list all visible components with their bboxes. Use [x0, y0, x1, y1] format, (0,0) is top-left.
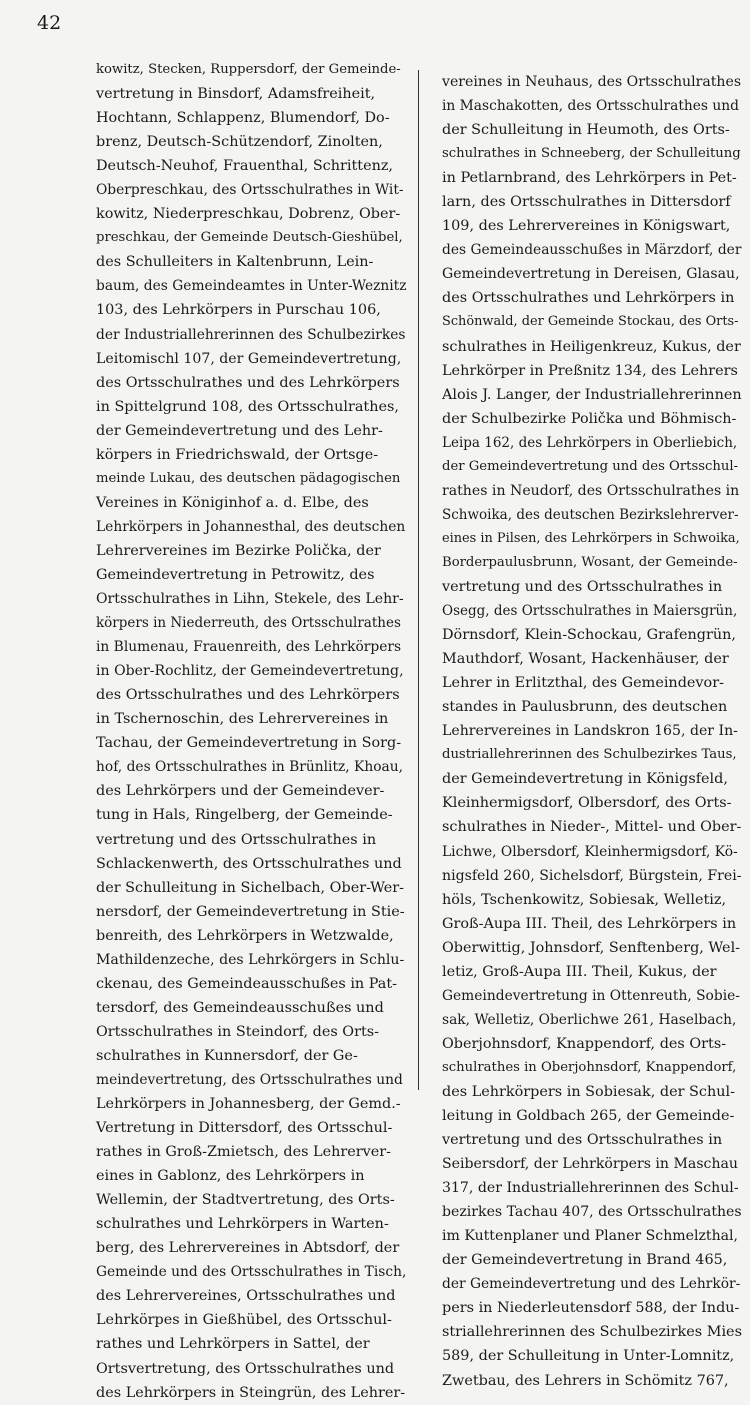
text-line: in Spittelgrund 108, des Ortsschulrathes,	[96, 398, 399, 415]
text-line: Hochtann, Schlappenz, Blumendorf, Do-	[96, 110, 390, 127]
text-line: vertretung und des Ortsschulrathes in	[96, 831, 377, 848]
text-line: tersdorf, des Gemeindeausschußes und	[96, 999, 384, 1016]
text-line: Schönwald, der Gemeinde Stockau, des Orts-	[442, 314, 739, 330]
text-line: 109, des Lehrervereines in Königswart,	[442, 218, 731, 235]
text-line: Deutsch-Neuhof, Frauenthal, Schrittenz,	[96, 158, 394, 175]
text-line: des Ortsschulrathes und Lehrkörpers in	[442, 290, 735, 307]
text-line: Lehrervereines im Bezirke Polička, der	[96, 542, 381, 559]
text-line: schulrathes in Nieder-, Mittel- und Ober-	[442, 819, 742, 836]
text-line: des Lehrkörpers in Steingrün, des Lehrer-	[96, 1384, 406, 1401]
text-line: tung in Hals, Ringelberg, der Gemeinde-	[96, 807, 393, 824]
text-line: der Schulleitung in Heumoth, des Orts-	[442, 122, 730, 139]
text-line: Gemeinde und des Ortsschulrathes in Tisch,	[96, 1264, 407, 1281]
text-line: schulrathes in Oberjohnsdorf, Knappendorf,	[442, 1059, 737, 1075]
text-line: rathes in Neudorf, des Ortsschulrathes in	[442, 482, 740, 499]
text-line: kowitz, Niederpreschkau, Dobrenz, Ober-	[96, 206, 401, 223]
text-line: Gemeindevertretung in Ottenreuth, Sobie-	[442, 987, 740, 1004]
text-line: in Petlarnbrand, des Lehrkörpers in Pet-	[442, 170, 737, 187]
right-column	[442, 70, 742, 1389]
text-line: Lehrervereines in Landskron 165, der In-	[442, 723, 738, 740]
text-line: in Tschernoschin, des Lehrervereines in	[96, 711, 389, 728]
text-line: der Gemeindevertretung in Brand 465,	[442, 1252, 728, 1269]
text-line: vereines in Neuhaus, des Ortsschulrathes	[442, 74, 742, 90]
column-divider	[418, 70, 419, 1090]
text-line: Gemeindevertretung in Dereisen, Glasau,	[442, 266, 740, 283]
text-line: kowitz, Stecken, Ruppersdorf, der Gemeinde-	[96, 62, 401, 77]
text-line: Oberjohnsdorf, Knappendorf, des Orts-	[442, 1035, 727, 1052]
text-line: Lehrkörper in Preßnitz 134, des Lehrers	[442, 362, 738, 379]
text-line: dustriallehrerinnen des Schulbezirkes Taus,	[442, 747, 737, 763]
text-line: Vertretung in Dittersdorf, des Ortsschul-	[96, 1120, 393, 1137]
text-line: Lehrkörpes in Gießhübel, des Ortsschul-	[96, 1312, 392, 1329]
text-line: der Gemeindevertretung und des Ortsschul-	[442, 458, 739, 474]
text-line: im Kuttenplaner und Planer Schmelzthal,	[442, 1228, 739, 1245]
text-line: schulrathes in Kunnersdorf, der Ge-	[96, 1047, 358, 1064]
text-line: höls, Tschenkowitz, Sobiesak, Welletiz,	[442, 891, 727, 908]
text-line: Seibersdorf, der Lehrkörpers in Maschau	[442, 1156, 739, 1173]
text-line: striallehrerinnen des Schulbezirkes Mies	[442, 1324, 742, 1341]
text-line: Ortsschulrathes in Steindorf, des Orts-	[96, 1023, 379, 1040]
page-number: 42	[37, 12, 62, 34]
text-line: des Lehrervereines, Ortsschulrathes und	[96, 1288, 396, 1305]
text-line: Tachau, der Gemeindevertretung in Sorg-	[96, 735, 402, 752]
text-line: des Gemeindeausschußes in Märzdorf, der	[442, 242, 742, 259]
text-line: pers in Niederleutensdorf 588, der Indu-	[442, 1300, 740, 1317]
text-line: Ortsschulrathes in Lihn, Stekele, des Lehr-	[96, 591, 404, 608]
text-line: Oberwittig, Johnsdorf, Senftenberg, Wel-	[442, 939, 741, 956]
text-line: Oberpreschkau, des Ortsschulrathes in Wit-	[96, 182, 404, 199]
text-line: Kleinhermigsdorf, Olbersdorf, des Orts-	[442, 795, 732, 812]
text-line: vertretung und des Ortsschulrathes in	[442, 1132, 723, 1149]
text-line: in Maschakotten, des Ortsschulrathes und	[442, 98, 740, 115]
text-line: 103, des Lehrkörpers in Purschau 106,	[96, 302, 381, 319]
text-line: körpers in Niederreuth, des Ortsschulrathes	[96, 615, 401, 632]
text-line: Borderpaulusbrunn, Wosant, der Gemeinde-	[442, 554, 738, 570]
text-line: Wellemin, der Stadtvertretung, des Orts-	[96, 1192, 395, 1209]
text-line: in Blumenau, Frauenreith, des Lehrkörpers	[96, 639, 402, 656]
text-line: Lehrkörpers in Johannesthal, des deutschen	[96, 518, 406, 535]
text-line: schulrathes in Heiligenkreuz, Kukus, der	[442, 338, 741, 355]
text-line: meindevertretung, des Ortsschulrathes und	[96, 1071, 403, 1088]
text-line: bezirkes Tachau 407, des Ortsschulrathes	[442, 1204, 742, 1221]
left-column	[96, 58, 407, 1401]
text-line: 589, der Schulleitung in Unter-Lomnitz,	[442, 1348, 735, 1365]
text-line: meinde Lukau, des deutschen pädagogischen	[96, 470, 401, 486]
text-line: des Lehrkörpers in Sobiesak, der Schul-	[442, 1083, 735, 1100]
text-line: Leitomischl 107, der Gemeindevertretung,	[96, 350, 402, 367]
text-line: preschkau, der Gemeinde Deutsch-Gieshübel,	[96, 230, 403, 246]
text-line: 317, der Industriallehrerinnen des Schul-	[442, 1180, 739, 1197]
text-line: Ortsvertretung, des Ortsschulrathes und	[96, 1360, 395, 1377]
text-line: letiz, Groß-Aupa III. Theil, Kukus, der	[442, 963, 717, 980]
text-line: Lehrer in Erlitzthal, des Gemeindevor-	[442, 675, 724, 692]
text-line: der Gemeindevertretung in Königsfeld,	[442, 771, 728, 788]
text-line: körpers in Friedrichswald, der Ortsge-	[96, 446, 379, 463]
text-line: des Schulleiters in Kaltenbrunn, Lein-	[96, 254, 374, 271]
text-line: Lehrkörpers in Johannesberg, der Gemd.-	[96, 1096, 401, 1113]
text-line: standes in Paulusbrunn, des deutschen	[442, 699, 728, 716]
text-line: der Gemeindevertretung und des Lehrkör-	[442, 1276, 741, 1293]
text-line: eines in Gablonz, des Lehrkörpers in	[96, 1168, 365, 1185]
text-line: schulrathes in Schneeberg, der Schulleitung	[442, 146, 741, 162]
text-line: leitung in Goldbach 265, der Gemeinde-	[442, 1108, 735, 1125]
text-line: des Lehrkörpers und der Gemeindever-	[96, 783, 385, 800]
text-line: nigsfeld 260, Sichelsdorf, Bürgstein, Frei-	[442, 867, 742, 884]
text-line: in Ober-Rochlitz, der Gemeindevertretung,	[96, 663, 404, 680]
text-line: benreith, des Lehrkörpers in Wetzwalde,	[96, 927, 394, 944]
text-line: des Ortsschulrathes und des Lehrkörpers	[96, 687, 400, 704]
text-line: des Ortsschulrathes und des Lehrkörpers	[96, 374, 400, 391]
text-line: rathes in Groß-Zmietsch, des Lehrerver-	[96, 1144, 392, 1161]
text-line: Vereines in Königinhof a. d. Elbe, des	[96, 494, 369, 511]
text-line: larn, des Ortsschulrathes in Dittersdorf	[442, 194, 731, 211]
text-line: vertretung und des Ortsschulrathes in	[442, 578, 723, 595]
text-line: Alois J. Langer, der Industriallehrerinnen	[442, 386, 742, 403]
text-line: Groß-Aupa III. Theil, des Lehrkörpers in	[442, 915, 737, 932]
text-line: berg, des Lehrervereines in Abtsdorf, der	[96, 1240, 400, 1257]
text-line: baum, des Gemeindeamtes in Unter-Weznitz	[96, 278, 407, 295]
text-line: sak, Welletiz, Oberlichwe 261, Haselbach,	[442, 1011, 737, 1028]
text-line: der Gemeindevertretung und des Lehr-	[96, 422, 383, 439]
text-line: Mathildenzeche, des Lehrkörgers in Schlu-	[96, 951, 405, 968]
text-line: der Schulleitung in Sichelbach, Ober-Wer-	[96, 879, 405, 896]
text-line: Leipa 162, des Lehrkörpers in Oberliebich,	[442, 434, 738, 451]
text-line: Gemeindevertretung in Petrowitz, des	[96, 566, 375, 583]
text-line: vertretung in Binsdorf, Adamsfreiheit,	[96, 86, 376, 103]
text-line: eines in Pilsen, des Lehrkörpers in Schwoika,	[442, 530, 740, 546]
text-line: Schlackenwerth, des Ortsschulrathes und	[96, 855, 402, 872]
text-line: Zwetbau, des Lehrers in Schömitz 767,	[442, 1372, 729, 1389]
text-line: hof, des Ortsschulrathes in Brünlitz, Khoau,	[96, 759, 404, 776]
text-line: rathes und Lehrkörpers in Sattel, der	[96, 1336, 370, 1353]
text-line: brenz, Deutsch-Schützendorf, Zinolten,	[96, 134, 383, 151]
text-line: nersdorf, der Gemeindevertretung in Stie-	[96, 903, 405, 920]
text-line: Dörnsdorf, Klein-Schockau, Grafengrün,	[442, 627, 736, 644]
text-line: der Industriallehrerinnen des Schulbezirkes	[96, 326, 406, 343]
text-line: Mauthdorf, Wosant, Hackenhäuser, der	[442, 651, 729, 668]
text-line: der Schulbezirke Polička und Böhmisch-	[442, 410, 737, 427]
text-line: Lichwe, Olbersdorf, Kleinhermigsdorf, Kö-	[442, 843, 738, 860]
text-line: Schwoika, des deutschen Bezirkslehrerver-	[442, 506, 739, 523]
text-line: schulrathes und Lehrkörpers in Warten-	[96, 1216, 389, 1233]
text-line: Osegg, des Ortsschulrathes in Maiersgrün,	[442, 603, 738, 620]
text-line: ckenau, des Gemeindeausschußes in Pat-	[96, 975, 398, 992]
